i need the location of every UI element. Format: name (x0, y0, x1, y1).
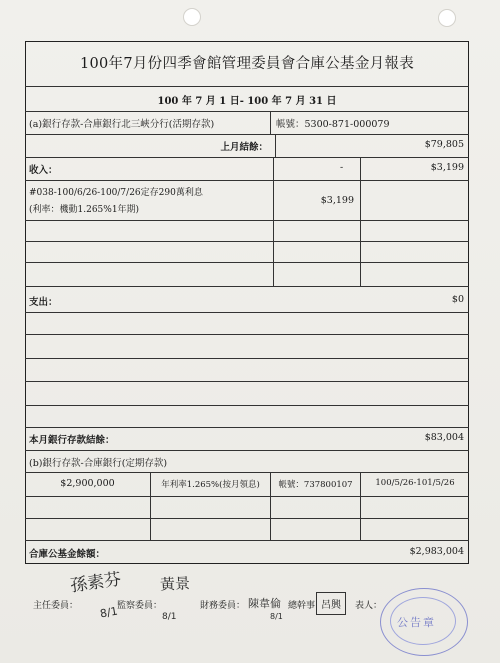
prev-balance-label: 上月結餘： (220, 142, 268, 153)
chair-signature-date: 8/1 (99, 604, 119, 621)
supervisor-label: 監察委員： (117, 601, 163, 611)
table-rule (25, 405, 469, 406)
report-title: 100年7月份四季會館管理委員會合庫公基金月報表 (79, 56, 415, 72)
table-rule (25, 220, 469, 221)
rep-label: 表人： (355, 601, 383, 611)
month-balance-label: 本月銀行存款結餘： (29, 435, 115, 446)
column-rule (270, 111, 271, 134)
table-rule (25, 86, 469, 87)
chair-signature: 孫素芬 (69, 569, 123, 597)
punch-hole (438, 9, 456, 27)
account-b-rate: 年利率1.265%(按月領息) (161, 480, 260, 490)
table-rule (25, 450, 469, 451)
column-rule (360, 157, 361, 287)
report-period: 100 年 7 月 1 日- 100 年 7 月 31 日 (157, 96, 337, 107)
finance-signature-date: 8/1 (270, 612, 283, 621)
finance-label: 財務委員： (200, 601, 246, 611)
account-b-label: (b)銀行存款-合庫銀行(定期存款) (29, 458, 168, 469)
column-rule (150, 472, 151, 540)
account-b-number: 帳號：737800107 (278, 480, 353, 490)
total-label: 合庫公基金餘額： (29, 549, 106, 560)
official-seal-text: 公告章 (397, 616, 436, 629)
table-rule (25, 312, 469, 313)
table-rule (25, 472, 469, 473)
finance-signature: 陳韋倫 (248, 597, 281, 610)
table-rule (25, 180, 469, 181)
table-rule (25, 540, 469, 541)
staff-label: 總幹事 (288, 601, 316, 611)
total-amount: $2,983,004 (409, 546, 464, 557)
table-rule (25, 381, 469, 382)
account-b-term: 100/5/26-101/5/26 (375, 478, 455, 488)
income-item-amount: $3,199 (320, 195, 354, 206)
table-rule (25, 518, 469, 519)
prev-balance-amount: $79,805 (424, 139, 464, 150)
expense-total: $0 (451, 294, 464, 305)
account-a-number: 帳號：5300-871-000079 (276, 119, 390, 130)
table-rule (25, 134, 469, 135)
table-rule (25, 262, 469, 263)
table-rule (25, 157, 469, 158)
month-balance-amount: $83,004 (424, 432, 464, 443)
income-dash: - (340, 162, 344, 173)
table-rule (25, 111, 469, 112)
table-rule (25, 241, 469, 242)
supervisor-signature: 黃景 (159, 574, 191, 594)
income-item-line1: #038-100/6/26-100/7/26定存290萬利息 (29, 188, 203, 198)
table-rule (25, 334, 469, 335)
supervisor-signature-date: 8/1 (162, 612, 177, 622)
income-total: $3,199 (430, 162, 464, 173)
account-a-label: (a)銀行存款-合庫銀行北三峽分行(活期存款) (29, 119, 215, 130)
table-rule (25, 286, 469, 287)
income-label: 收入： (29, 165, 58, 176)
chair-label: 主任委員： (33, 601, 79, 611)
account-b-principal: $2,900,000 (60, 478, 115, 489)
table-rule (25, 496, 469, 497)
column-rule (273, 157, 274, 287)
expense-label: 支出： (29, 297, 58, 308)
official-seal (380, 588, 468, 656)
table-rule (25, 358, 469, 359)
table-rule (25, 427, 469, 428)
income-item-line2: (利率：機動1.265%1年期) (29, 205, 140, 215)
staff-name-box: 呂興 (316, 592, 346, 615)
punch-hole (183, 8, 201, 26)
column-rule (275, 134, 276, 157)
